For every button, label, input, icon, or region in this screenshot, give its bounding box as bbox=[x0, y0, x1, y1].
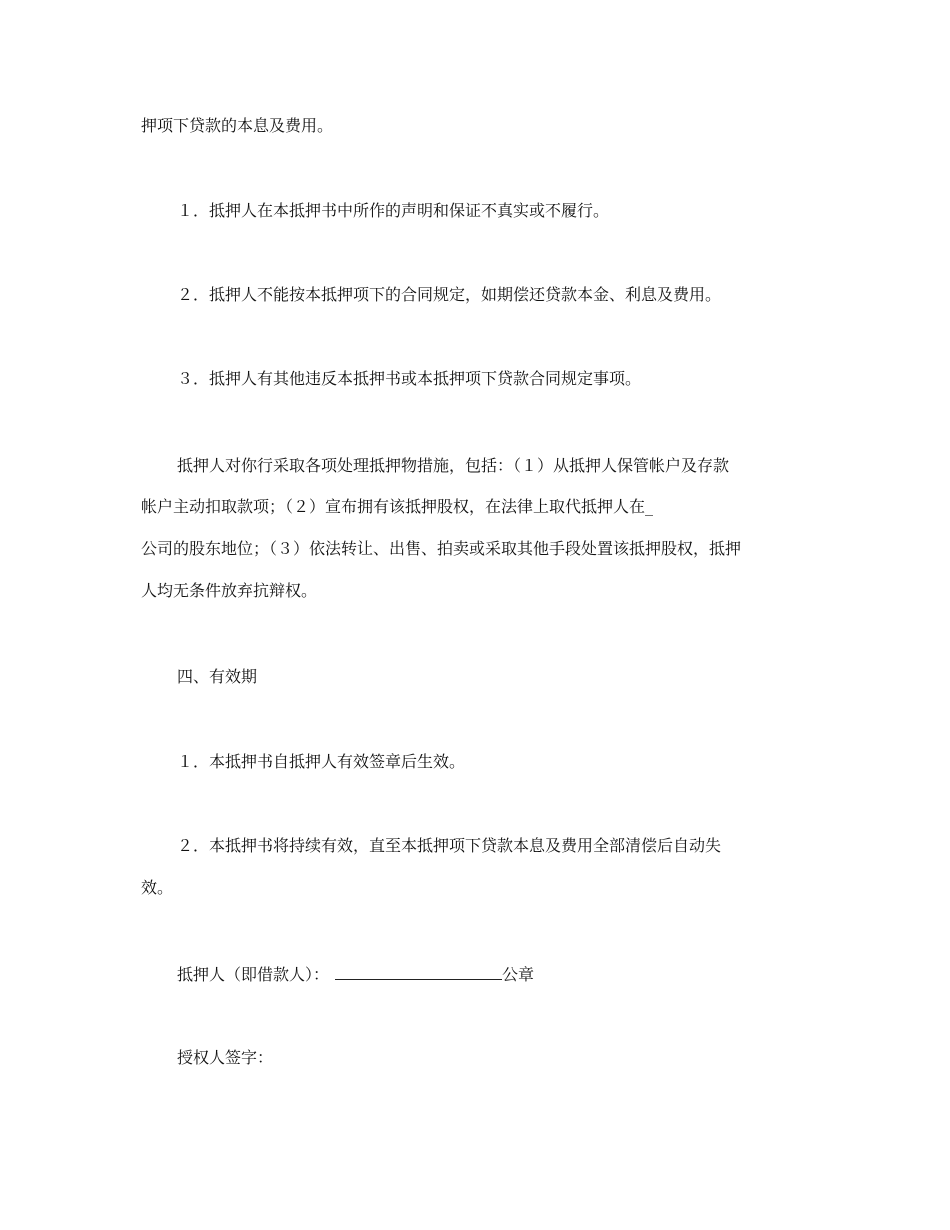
section-heading: 四、有效期 bbox=[177, 667, 258, 686]
text-line: 效。 bbox=[141, 878, 174, 897]
authorized-signature-row bbox=[177, 1048, 273, 1068]
mortgagor-signature-row bbox=[177, 963, 534, 985]
text-line: 押项下贷款的本息及费用。 bbox=[141, 116, 334, 135]
clause-item-3: ３．抵押人有其他违反本抵押书或本抵押项下贷款合同规定事项。 bbox=[177, 369, 642, 388]
paragraph-line: 人均无条件放弃抗辩权。 bbox=[141, 581, 318, 600]
validity-item-1: １．本抵押书自抵押人有效签章后生效。 bbox=[177, 752, 466, 771]
paragraph-line: 抵押人对你行采取各项处理抵押物措施，包括：（１）从抵押人保管帐户及存款 bbox=[177, 456, 730, 475]
signature-blank bbox=[335, 963, 502, 980]
clause-item-1: １．抵押人在本抵押书中所作的声明和保证不真实或不履行。 bbox=[177, 201, 610, 220]
clause-item-2: ２．抵押人不能按本抵押项下的合同规定，如期偿还贷款本金、利息及费用。 bbox=[177, 285, 722, 304]
validity-item-2: ２．本抵押书将持续有效，直至本抵押项下贷款本息及费用全部清偿后自动失 bbox=[177, 836, 722, 855]
authorized-label: 授权人签字： bbox=[177, 1048, 274, 1067]
paragraph-line: 帐户主动扣取款项；（２）宣布拥有该抵押股权，在法律上取代抵押人在_ bbox=[141, 497, 654, 516]
seal-label: 公章 bbox=[502, 965, 535, 984]
mortgagor-label: 抵押人（即借款人）： bbox=[177, 965, 330, 984]
paragraph-line: 公司的股东地位；（３）依法转让、出售、拍卖或采取其他手段处置该抵押股权，抵押 bbox=[141, 539, 742, 558]
